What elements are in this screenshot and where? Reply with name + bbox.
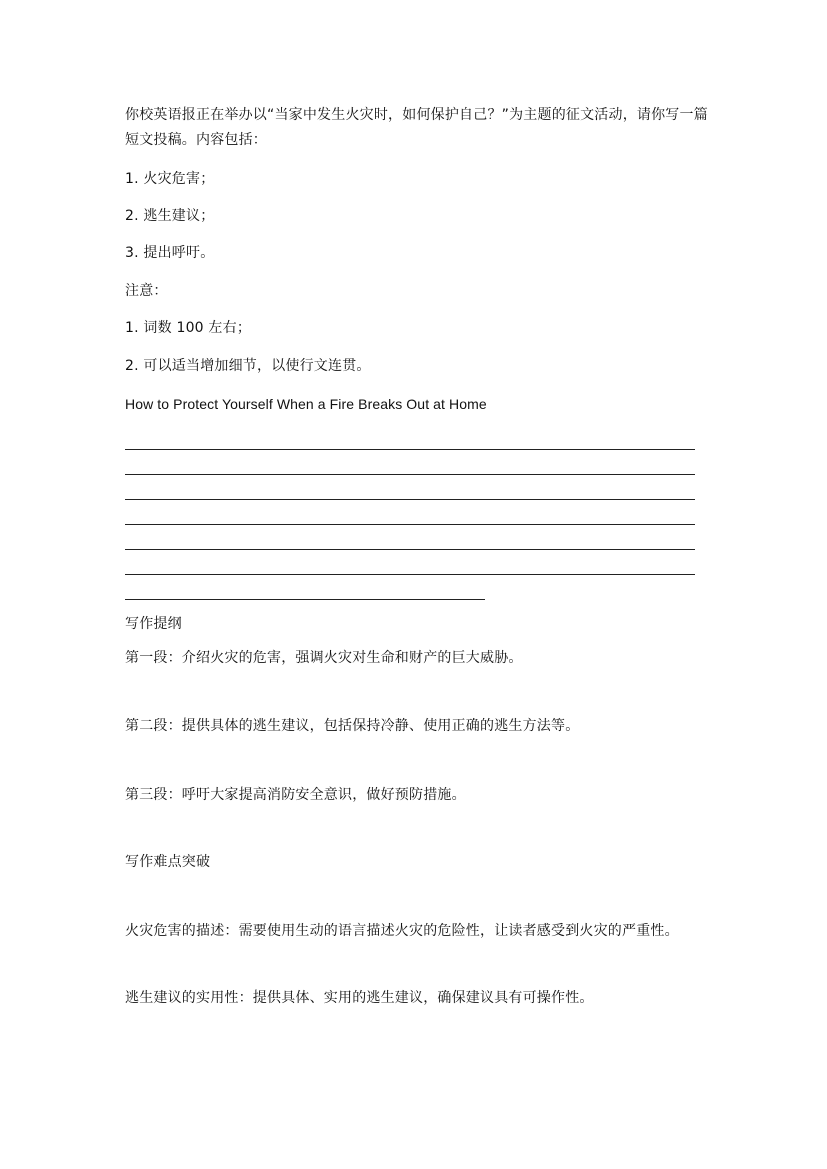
answer-line bbox=[125, 524, 695, 525]
answer-line bbox=[125, 599, 485, 600]
difficulty-point-1: 火灾危害的描述：需要使用生动的语言描述火灾的危险性，让读者感受到火灾的严重性。 bbox=[125, 923, 679, 939]
outline-paragraph-3: 第三段：呼吁大家提高消防安全意识，做好预防措施。 bbox=[125, 787, 466, 803]
content-item-1: 1. 火灾危害； bbox=[125, 171, 215, 187]
answer-line bbox=[125, 574, 695, 575]
notes-label: 注意： bbox=[125, 283, 168, 299]
content-item-2: 2. 逃生建议； bbox=[125, 208, 215, 224]
answer-line bbox=[125, 549, 695, 550]
answer-line bbox=[125, 499, 695, 500]
answer-line bbox=[125, 474, 695, 475]
prompt-intro: 你校英语报正在举办以“当家中发生火灾时，如何保护自己？”为主题的征文活动，请你写一篇短文投稿。内容包括： bbox=[125, 107, 708, 148]
note-item-2: 2. 可以适当增加细节，以使行文连贯。 bbox=[125, 358, 371, 374]
note-item-1: 1. 词数 100 左右； bbox=[125, 320, 252, 336]
answer-line bbox=[125, 449, 695, 450]
content-item-3: 3. 提出呼吁。 bbox=[125, 245, 215, 261]
outline-paragraph-1: 第一段：介绍火灾的危害，强调火灾对生命和财产的巨大威胁。 bbox=[125, 650, 523, 666]
difficulty-point-2: 逃生建议的实用性：提供具体、实用的逃生建议，确保建议具有可操作性。 bbox=[125, 990, 594, 1006]
outline-heading: 写作提纲 bbox=[125, 616, 182, 632]
difficulties-heading: 写作难点突破 bbox=[125, 854, 211, 870]
essay-title: How to Protect Yourself When a Fire Breaks Out at Home bbox=[125, 396, 487, 412]
outline-paragraph-2: 第二段：提供具体的逃生建议，包括保持冷静、使用正确的逃生方法等。 bbox=[125, 718, 580, 734]
